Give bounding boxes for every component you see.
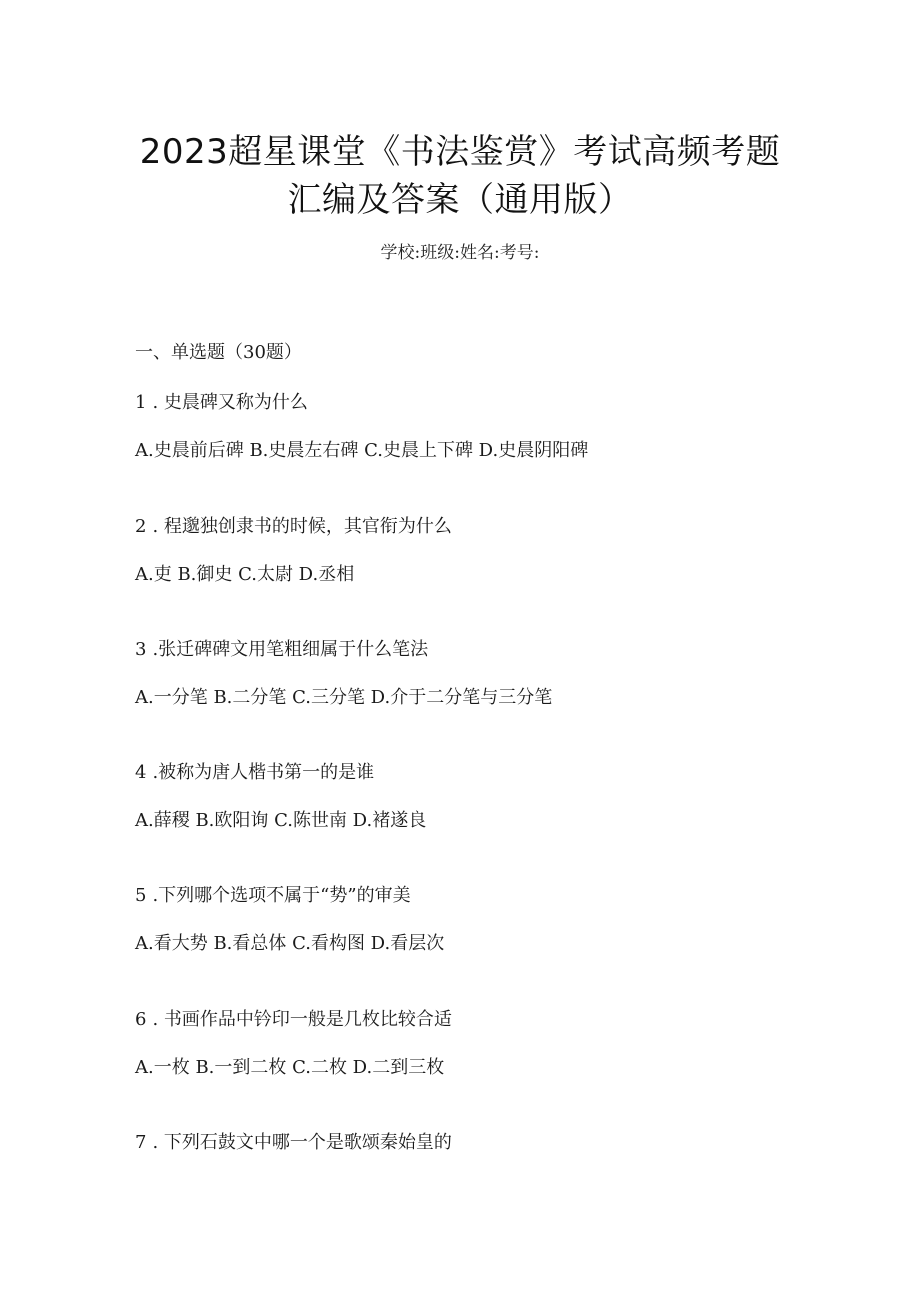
question-number: 3 xyxy=(135,639,147,660)
question-7 xyxy=(135,1130,835,1156)
question-number: 1 xyxy=(135,392,147,413)
question-number: 6 xyxy=(135,1009,147,1030)
question-1-options: A.史晨前后碑 B.史晨左右碑 C.史晨上下碑 D.史晨阴阳碑 xyxy=(135,440,589,461)
student-info-line: 学校:班级:姓名:考号: xyxy=(380,243,540,263)
document-title-line-2: 汇编及答案（通用版） xyxy=(287,180,633,220)
question-number: 5 xyxy=(135,885,147,906)
question-6 xyxy=(135,1007,835,1033)
question-text: . 下列石鼓文中哪一个是歌颂秦始皇的 xyxy=(152,1132,452,1153)
question-2-options: A.吏 B.御史 C.太尉 D.丞相 xyxy=(135,564,355,585)
question-number: 2 xyxy=(135,516,147,537)
question-5 xyxy=(135,883,835,909)
question-number: 7 xyxy=(135,1132,147,1153)
question-text: .下列哪个选项不属于“势”的审美 xyxy=(152,885,411,906)
document-title-line-1: 2023超星课堂《书法鉴赏》考试高频考题 xyxy=(139,132,781,172)
question-6-options: A.一枚 B.一到二枚 C.二枚 D.二到三枚 xyxy=(135,1057,445,1078)
section-heading: 一、单选题（30题） xyxy=(135,342,302,363)
question-4-options: A.薛稷 B.欧阳询 C.陈世南 D.褚遂良 xyxy=(135,810,427,831)
question-text: .被称为唐人楷书第一的是谁 xyxy=(152,762,375,783)
question-text: . 程邈独创隶书的时候，其官衔为什么 xyxy=(152,516,452,537)
question-text: .张迁碑碑文用笔粗细属于什么笔法 xyxy=(152,639,429,660)
question-1 xyxy=(135,390,835,416)
question-number: 4 xyxy=(135,762,147,783)
question-2 xyxy=(135,514,835,540)
question-3 xyxy=(135,637,835,663)
question-text: . 史晨碑又称为什么 xyxy=(152,392,308,413)
question-text: . 书画作品中钤印一般是几枚比较合适 xyxy=(152,1009,452,1030)
question-3-options: A.一分笔 B.二分笔 C.三分笔 D.介于二分笔与三分笔 xyxy=(135,687,553,708)
question-4 xyxy=(135,760,835,786)
question-5-options: A.看大势 B.看总体 C.看构图 D.看层次 xyxy=(135,933,445,954)
